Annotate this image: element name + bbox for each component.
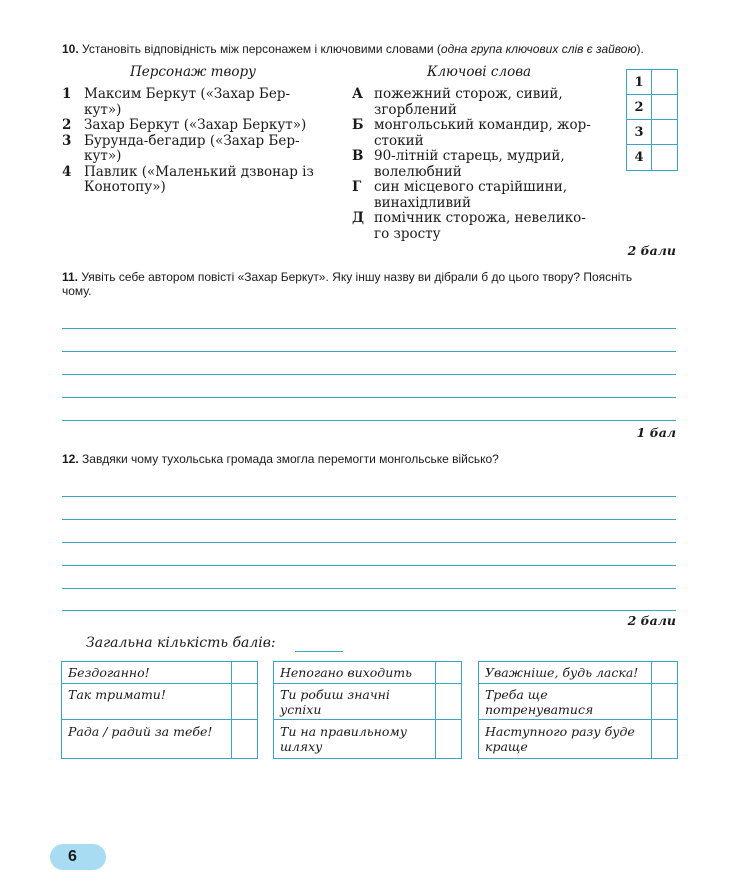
feedback-text: Уважніше, будь ласка!: [485, 665, 639, 680]
feedback-text: Наступного разу буде краще: [485, 724, 635, 754]
feedback-table: [61, 661, 258, 759]
feedback-text: Рада / радий за тебе!: [68, 724, 213, 739]
feedback-check[interactable]: [652, 662, 677, 684]
answer-row-number: 3: [627, 120, 652, 145]
answer-line[interactable]: [62, 420, 676, 421]
answer-line[interactable]: [62, 519, 676, 520]
keyword-list: [352, 87, 622, 242]
keyword-item-cont: волелюбний: [374, 163, 462, 180]
q10-points: 2 бали: [627, 243, 676, 258]
feedback-text: Ти на правильному шляху: [280, 724, 407, 754]
answer-line[interactable]: [62, 397, 676, 398]
q10-prompt: 10. Установіть відповідність між персонажем і ключовими словами (одна група ключових слів є зайвою).: [62, 42, 644, 56]
feedback-text: Так тримати!: [68, 687, 166, 702]
q12-prompt: 12. Завдяки чому тухольська громада змогла перемогти монгольське військо?: [62, 452, 499, 466]
answer-row-number: 1: [627, 70, 652, 95]
feedback-check[interactable]: [652, 684, 677, 720]
feedback-check[interactable]: [436, 684, 461, 720]
character-item-cont: Конотопу»): [84, 179, 166, 195]
answer-line[interactable]: [62, 610, 676, 611]
feedback-text: Треба ще потренуватися: [485, 687, 594, 717]
q12-points: 2 бали: [627, 613, 676, 628]
feedback-check[interactable]: [436, 720, 461, 758]
character-item: 3 Бурунда-бегадир («Захар Бер-: [62, 132, 300, 149]
q11-points: 1 бал: [636, 425, 676, 440]
character-item-cont: кут»): [84, 148, 122, 164]
answer-line[interactable]: [62, 542, 676, 543]
keyword-item: В 90-літній старець, мудрий,: [352, 148, 565, 164]
q11-prompt: 11. Уявіть себе автором повісті «Захар Беркут». Яку іншу назву ви дібрали б до цього твору? Поясніть чому.: [62, 270, 633, 298]
keyword-item-cont: стокий: [374, 132, 424, 149]
feedback-check[interactable]: [232, 662, 257, 684]
character-item: 2 Захар Беркут («Захар Беркут»): [62, 117, 307, 133]
answer-cell[interactable]: [652, 120, 677, 145]
total-score-field[interactable]: [295, 651, 343, 652]
answer-grid: [626, 69, 678, 171]
feedback-table: [478, 661, 678, 759]
keyword-item: Д помічник сторожа, невелико-: [352, 210, 586, 226]
feedback-text: Бездоганно!: [68, 665, 150, 680]
q10-right-header: Ключові слова: [427, 64, 532, 80]
answer-cell[interactable]: [652, 95, 677, 120]
answer-cell[interactable]: [652, 70, 677, 95]
character-item-cont: кут»): [84, 101, 122, 118]
answer-row-number: 2: [627, 95, 652, 120]
q10-left-header: Персонаж твору: [130, 64, 256, 80]
answer-line[interactable]: [62, 565, 676, 566]
answer-cell[interactable]: [652, 145, 677, 170]
answer-line[interactable]: [62, 328, 676, 329]
keyword-item-cont: го зросту: [374, 225, 441, 242]
keyword-item: Б монгольський командир, жор-: [352, 117, 591, 133]
answer-line[interactable]: [62, 496, 676, 497]
answer-line[interactable]: [62, 374, 676, 375]
feedback-table: [273, 661, 462, 759]
feedback-check[interactable]: [232, 684, 257, 720]
character-item: 4 Павлик («Маленький дзвонар із: [62, 163, 314, 180]
page-number-tab: [50, 844, 106, 870]
feedback-check[interactable]: [652, 720, 677, 758]
answer-row-number: 4: [627, 145, 652, 170]
feedback-text: Непогано виходить: [280, 665, 412, 680]
total-score-label: Загальна кількість балів:: [86, 635, 276, 651]
page-number: 6: [68, 848, 77, 865]
feedback-text: Ти робиш значні успіхи: [280, 687, 390, 717]
character-list: [62, 87, 342, 196]
feedback-check[interactable]: [436, 662, 461, 684]
keyword-item-cont: винахідливий: [374, 194, 472, 211]
keyword-item: Г син місцевого старійшини,: [352, 179, 567, 195]
feedback-check[interactable]: [232, 720, 257, 758]
character-item: 1 Максим Беркут («Захар Бер-: [62, 86, 291, 102]
keyword-item-cont: згорблений: [374, 101, 457, 118]
keyword-item: А пожежний сторож, сивий,: [352, 86, 563, 102]
answer-line[interactable]: [62, 588, 676, 589]
answer-line[interactable]: [62, 351, 676, 352]
